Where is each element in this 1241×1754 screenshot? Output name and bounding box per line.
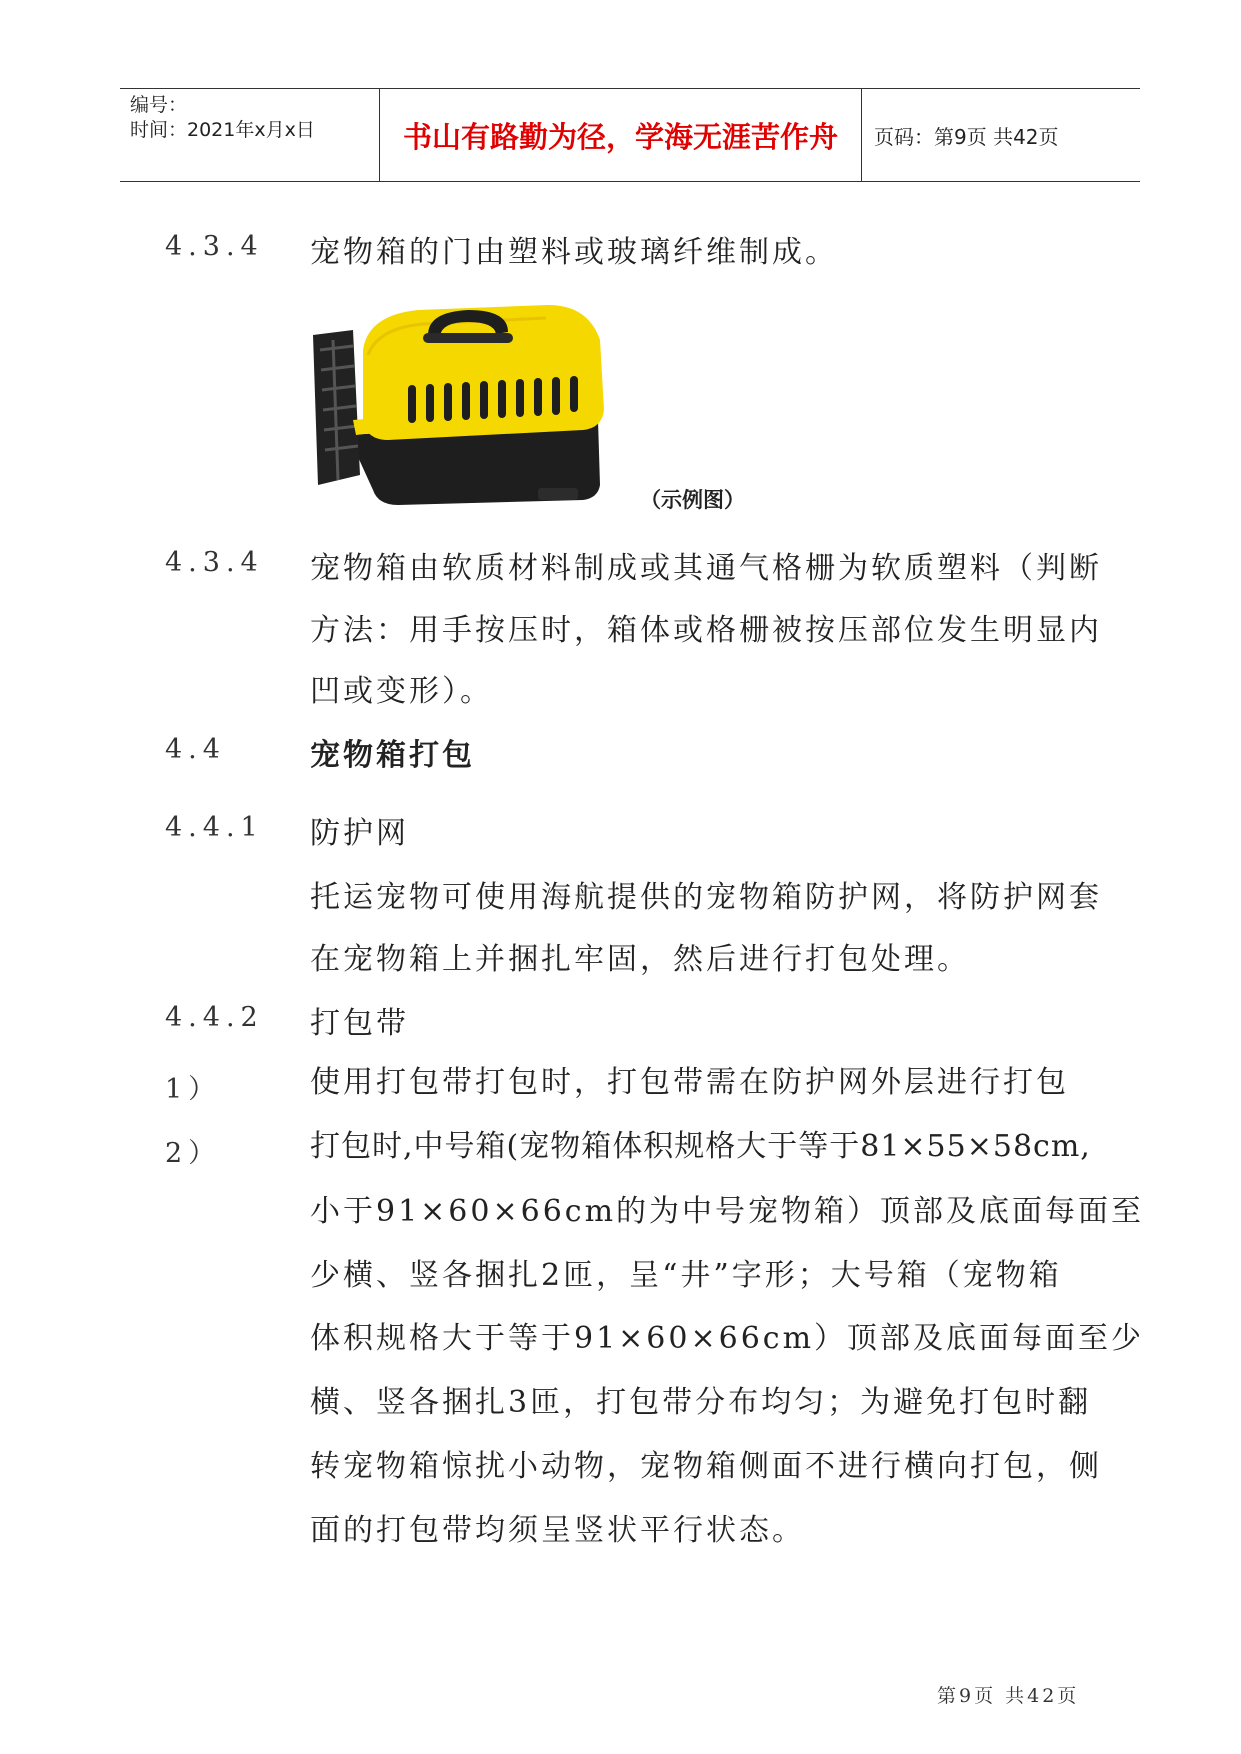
pet-carrier-image	[308, 300, 608, 515]
page-footer: 第9页 共42页	[937, 1685, 1080, 1707]
paragraph-line: 体积规格大于等于91×60×66cm）顶部及底面每面至少	[310, 1321, 1145, 1356]
paragraph-line: 在宠物箱上并捆扎牢固，然后进行打包处理。	[310, 942, 970, 977]
paragraph-line: 托运宠物可使用海航提供的宠物箱防护网，将防护网套	[310, 880, 1102, 915]
paragraph-line: 打包时,中号箱(宠物箱体积规格大于等于81×55×58cm,	[310, 1129, 1091, 1164]
paragraph-line: 转宠物箱惊扰小动物，宠物箱侧面不进行横向打包，侧	[310, 1449, 1102, 1484]
figure-caption: （示例图）	[640, 488, 745, 512]
paragraph-line: 方法：用手按压时，箱体或格栅被按压部位发生明显内	[310, 613, 1102, 648]
section-number: 4.4	[165, 734, 226, 765]
subsection-title: 防护网	[310, 816, 409, 851]
section-title: 宠物箱打包	[310, 738, 475, 773]
list-number: 1）	[165, 1074, 222, 1105]
paragraph-line: 宠物箱的门由塑料或玻璃纤维制成。	[310, 235, 838, 270]
list-number: 2）	[165, 1138, 222, 1169]
paragraph-line: 面的打包带均须呈竖状平行状态。	[310, 1513, 805, 1548]
section-number: 4.4.1	[165, 812, 264, 843]
header-motto: 书山有路勤为径，学海无涯苦作舟	[379, 89, 862, 181]
document-header	[120, 88, 1140, 182]
paragraph-line: 使用打包带打包时，打包带需在防护网外层进行打包	[310, 1065, 1069, 1100]
document-time-label: 时间：2021年x月x日	[130, 119, 315, 141]
header-page-label: 页码：第9页 共42页	[874, 124, 1059, 149]
document-number-label: 编号：	[130, 94, 188, 116]
subsection-title: 打包带	[310, 1006, 409, 1041]
section-number: 4.4.2	[165, 1002, 264, 1033]
section-number: 4.3.4	[165, 547, 264, 578]
paragraph-line: 横、竖各捆扎3匝，打包带分布均匀；为避免打包时翻	[310, 1385, 1092, 1420]
paragraph-line: 小于91×60×66cm的为中号宠物箱）顶部及底面每面至	[310, 1194, 1145, 1229]
section-number: 4.3.4	[165, 231, 264, 262]
paragraph-line: 宠物箱由软质材料制成或其通气格栅为软质塑料（判断	[310, 551, 1102, 586]
header-meta-cell	[120, 89, 379, 181]
paragraph-line: 凹或变形）。	[310, 674, 493, 709]
paragraph-line: 少横、竖各捆扎2匝，呈“井”字形；大号箱（宠物箱	[310, 1258, 1062, 1293]
